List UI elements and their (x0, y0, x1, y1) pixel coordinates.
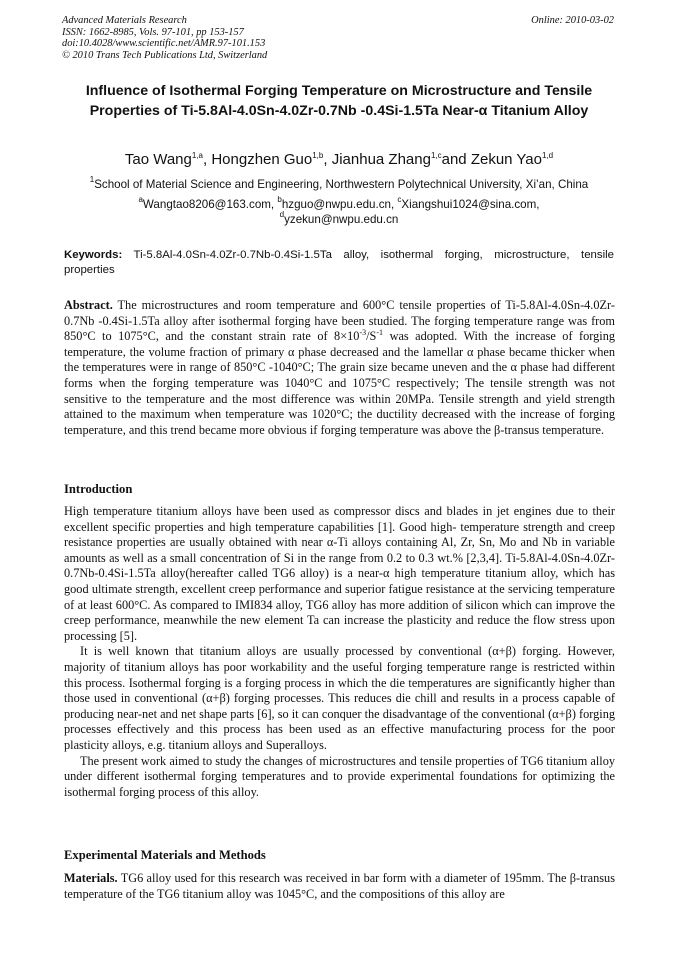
author-list: Tao Wang$^{1,a}$, Hongzhen Guo$^{1,b}$, Jianhua Zhang$^{1,c}$and Zekun Yao$^{1,d}$ (124, 151, 554, 168)
affiliation (30, 177, 648, 192)
issn-line: ISSN: 1662-8985, Vols. 97-101, pp 153-157 (62, 26, 244, 38)
email-list (100, 197, 578, 227)
methods-heading: Experimental Materials and Methods (64, 848, 266, 862)
email-link[interactable]: yzekun@nwpu.edu.cn (284, 213, 399, 226)
rate-exponent-1: -3 (359, 328, 367, 338)
abstract-label: Abstract. (64, 298, 113, 312)
online-date: Online: 2010-03-02 (531, 15, 614, 26)
author-name: Zekun Yao (470, 151, 542, 168)
author-name: Tao Wang (124, 151, 192, 168)
materials-text: TG6 alloy used for this research was received in bar form with a diameter of 195mm. The β-transus temperature of the TG6 titanium alloy was 1045°C, and the compositions of this alloy are (64, 871, 615, 901)
author-and: and (441, 151, 467, 168)
author-sup: 1,d (542, 151, 554, 160)
author-sup: 1,c (430, 151, 442, 160)
intro-paragraph-2: It is well known that titanium alloys are usually processed by conventional (α+β) forging. However, majority of titanium alloys has poor workability and the useful forging temperature range is restricted within this process. Isothermal forging is a forging process in which the die temperatures are significantly higher than those used in conventional (α+β) forging processes. This reduces die chill and results in a process capable of producing near-net and net shape parts [6], so it can conquer the disadvantage of the conventional (α+β) forging processes effectively and this process has been used as an effective manufacturing process for the poor plasticity alloys, e.g. titanium alloys and Superalloys. (64, 644, 615, 752)
journal-name: Advanced Materials Research (62, 15, 187, 26)
intro-paragraph-3: The present work aimed to study the changes of microstructures and tensile properties of TG6 titanium alloy under different isothermal forging temperatures and to provide experimental foundations for optimizing the isothermal forging process of this alloy. (64, 753, 615, 799)
affiliation-text: School of Material Science and Engineering, Northwestern Polytechnical University, Xi’an, China (94, 178, 589, 191)
email-sup: d (279, 210, 285, 219)
email-link[interactable]: Wangtao8206@163.com, (142, 198, 275, 211)
abstract-text-2: was adopted. With the increase of forging temperature, the volume fraction of primary α phase decreased and the lamellar α phase became thicker when the temperatures were in range of 850°C -1040°C; The grain size became uneven and the α phase had different forms when the forging temperature was 1040°C and 1075°C respectively; The tensile strength was not sensitive to the temperature and the most difference was within 20MPa. Tensile strength and yield strength attained to the maximum when temperature was 1020°C; the ductility decreased with the increase of forging temperature, and this trend became more obvious if forging temperature was above the β-transus temperature. (64, 329, 616, 437)
keywords (64, 248, 614, 277)
methods-body (64, 871, 615, 902)
journal-header (62, 15, 267, 61)
abstract (64, 298, 615, 438)
affiliation-sup: 1 (89, 175, 95, 184)
materials-label: Materials. (64, 871, 118, 885)
rate-unit: /S (366, 329, 377, 344)
author-name: Hongzhen Guo (211, 151, 313, 168)
keywords-label: Keywords: (64, 249, 123, 261)
keywords-text: Ti-5.8Al-4.0Sn-4.0Zr-0.7Nb-0.4Si-1.5Ta alloy, isothermal forging, microstructure, tensile properties (64, 249, 614, 276)
introduction-body (64, 504, 615, 800)
email-sup: a (138, 195, 143, 204)
abstract-text-1: The microstructures and room temperature and 600°C tensile properties of Ti-5.8Al-4.0Sn-4.0Zr-0.7Nb -0.4Si-1.5Ta alloy after isothermal forging have been studied. The forging temperature range was from 850°C to 1075°C, and the constant strain rate of 8×10 (64, 298, 615, 344)
rate-exponent-2: -1 (376, 328, 384, 338)
copyright-line: © 2010 Trans Tech Publications Ltd, Switzerland (62, 49, 268, 61)
email-link[interactable]: hzguo@nwpu.edu.cn, (281, 198, 395, 211)
email-sup: c (397, 195, 402, 204)
paper-title: Influence of Isothermal Forging Temperature on Microstructure and Tensile Properties of Ti-5.8Al-4.0Sn-4.0Zr-0.7Nb -0.4Si-1.5Ta Near-α Titanium Alloy (85, 83, 593, 119)
author-sup: 1,b (312, 151, 324, 160)
intro-paragraph-1: High temperature titanium alloys have been used as compressor discs and blades in jet engines due to their excellent specific properties and high temperature capabilities [1]. Good high- temperature strength and creep resistance properties are usually obtained with near α-Ti alloys containing Al, Zr, Sn, Mo and Nb in variable amounts as well as a small concentration of Si in the range from 0.2 to 0.3 wt.% [2,3,4]. Ti-5.8Al-4.0Sn-4.0Zr-0.7Nb-0.4Si-1.5Ta alloy(hereafter called TG6 alloy) is a near-α high temperature titanium alloy, which has good ultimate strength, excellent creep performance and superior fatigue resistance at the servicing temperature of at least 600°C. As compared to IMI834 alloy, TG6 alloy has more addition of silicon which can improve the creep performance, meanwhile the new element Ta can increase the plasticity and reduce the flow stress upon processing [5]. (64, 504, 615, 643)
doi-line: doi:10.4028/www.scientific.net/AMR.97-101.153 (62, 38, 266, 50)
author-sup: 1,a (191, 151, 203, 160)
email-sup: b (277, 195, 282, 204)
email-link[interactable]: Xiangshui1024@sina.com, (401, 198, 540, 211)
introduction-heading: Introduction (64, 482, 133, 496)
author-name: Jianhua Zhang (331, 151, 431, 168)
